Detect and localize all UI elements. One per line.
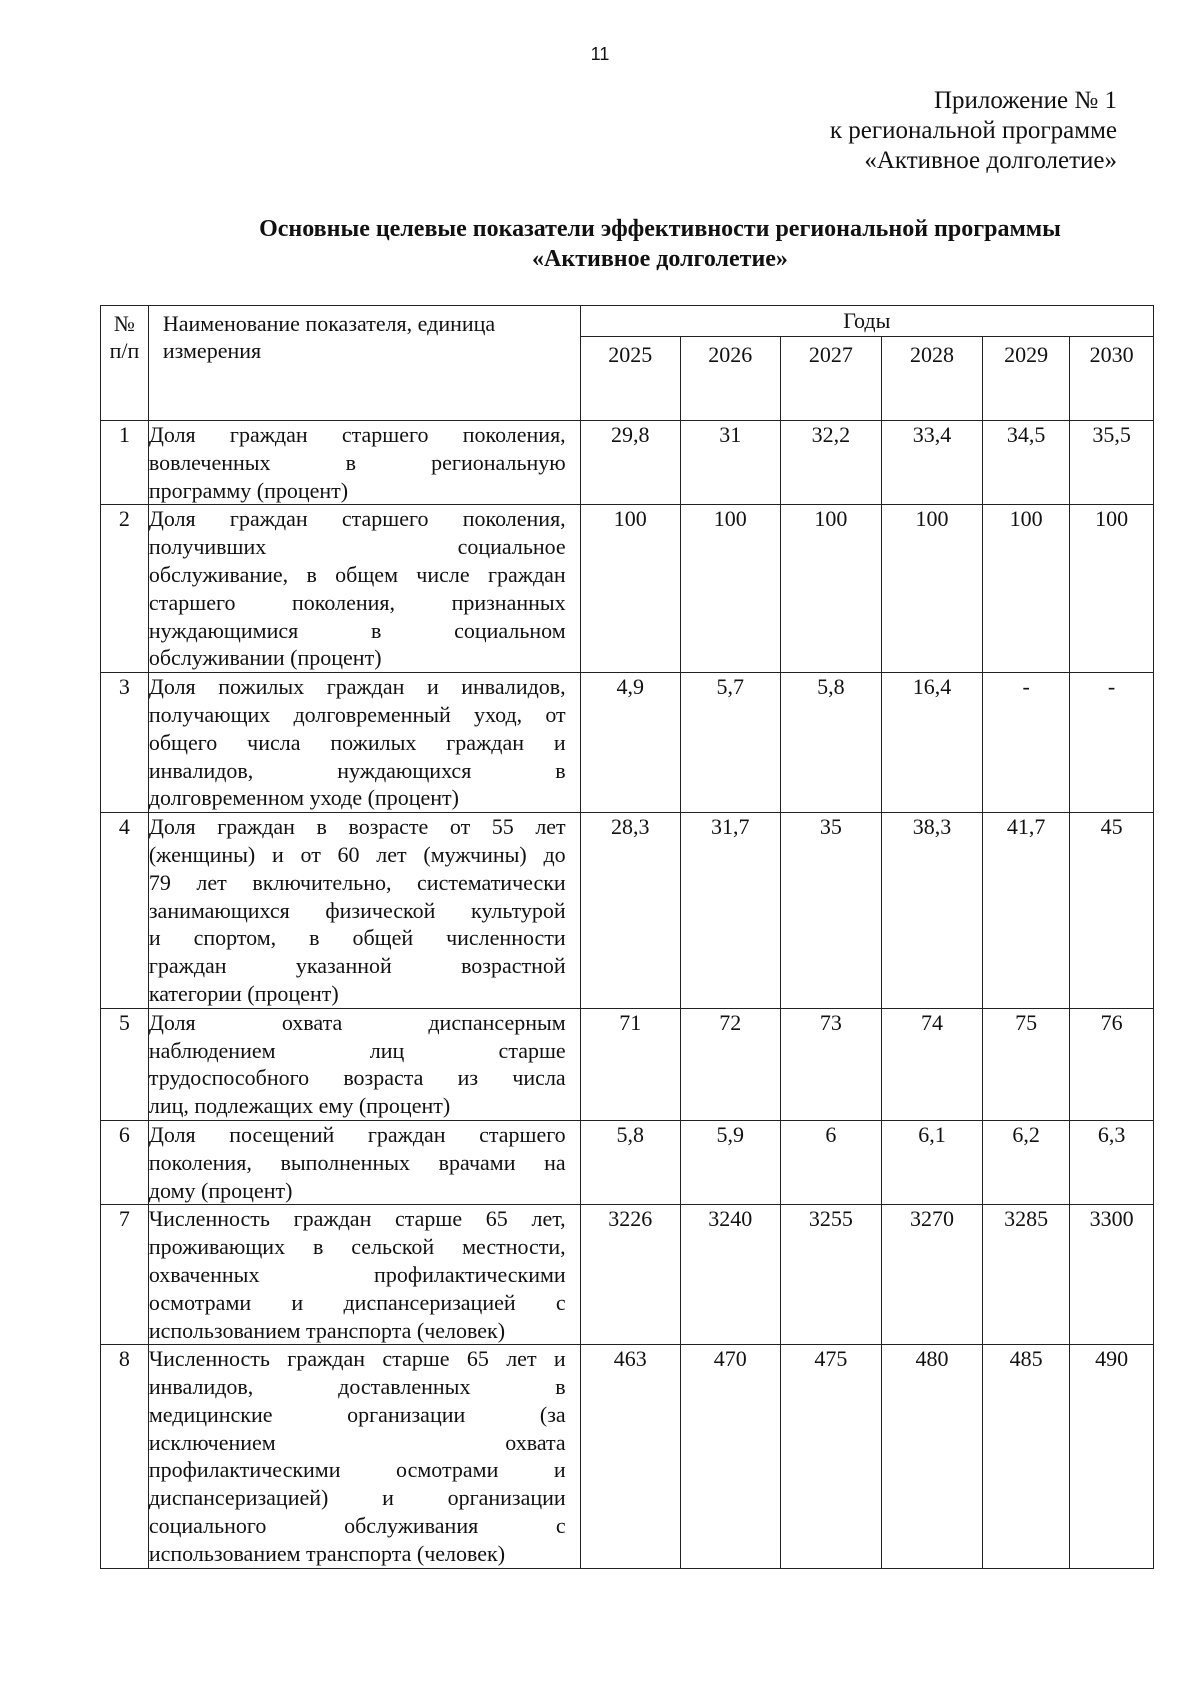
- indicator-value-2027: 100: [780, 505, 881, 673]
- indicator-value-2026: 5,9: [680, 1120, 780, 1204]
- indicator-value-2026: 3240: [680, 1205, 780, 1345]
- indicator-name-line: использованием транспорта (человек): [148, 1540, 506, 1566]
- table-row: [101, 1120, 1154, 1204]
- header-year-2030: 2030: [1070, 337, 1154, 421]
- table-body: [101, 421, 1154, 1569]
- header-year-2028: 2028: [881, 337, 982, 421]
- header-num-line-1: №: [113, 311, 135, 336]
- header-year-2026: 2026: [680, 337, 780, 421]
- title-line-1: Основные целевые показатели эффективности региональной программы: [259, 216, 1061, 242]
- header-name: [148, 306, 580, 421]
- indicator-name-line: Доля граждан старшего поколения,: [148, 422, 566, 447]
- indicator-name-line: нуждающимися в социальном: [148, 617, 566, 643]
- indicator-name-line: поколения, выполненных врачами на: [148, 1149, 566, 1175]
- indicator-name-line: инвалидов, нуждающихся в: [148, 757, 566, 783]
- indicator-name-line: Доля посещений граждан старшего: [148, 1121, 566, 1147]
- indicator-value-2029: 6,2: [983, 1120, 1070, 1204]
- table-row: [101, 1008, 1154, 1120]
- header-num-line-2: п/п: [109, 338, 140, 363]
- row-number: 2: [101, 505, 149, 673]
- indicator-name-line: медицинские организации (за: [148, 1401, 566, 1427]
- indicator-value-2029: -: [983, 673, 1070, 813]
- indicator-value-2028: 33,4: [881, 421, 982, 505]
- header-year-2029: 2029: [983, 337, 1070, 421]
- indicator-name: [148, 1345, 580, 1568]
- indicator-value-2030: 76: [1070, 1008, 1154, 1120]
- indicator-value-2026: 5,7: [680, 673, 780, 813]
- indicator-value-2026: 100: [680, 505, 780, 673]
- indicator-value-2026: 31,7: [680, 813, 780, 1009]
- indicator-name: [148, 505, 580, 673]
- indicator-name-line: социального обслуживания с: [148, 1513, 566, 1539]
- indicator-value-2028: 480: [881, 1345, 982, 1568]
- indicator-name-line: программу (процент): [148, 477, 349, 503]
- indicator-name: [148, 1120, 580, 1204]
- indicator-name-line: Численность граждан старше 65 лет,: [148, 1206, 566, 1232]
- table-header-row: [101, 306, 1154, 337]
- indicator-value-2026: 31: [680, 421, 780, 505]
- indicator-name-line: старшего поколения, признанных: [148, 589, 566, 615]
- indicator-value-2026: 72: [680, 1008, 780, 1120]
- indicator-value-2025: 4,9: [580, 673, 680, 813]
- indicator-name: [148, 1205, 580, 1345]
- indicator-value-2025: 29,8: [580, 421, 680, 505]
- appendix-note: [830, 86, 1117, 176]
- indicator-name-line: обслуживание, в общем числе граждан: [148, 561, 566, 587]
- indicator-name: [148, 421, 580, 505]
- indicator-name-line: инвалидов, доставленных в: [148, 1374, 566, 1400]
- indicator-value-2029: 100: [983, 505, 1070, 673]
- indicator-name-line: общего числа пожилых граждан и: [148, 729, 566, 755]
- indicator-name-line: получивших социальное: [148, 534, 566, 560]
- indicator-name-line: Доля граждан старшего поколения,: [148, 506, 566, 532]
- row-number: 7: [101, 1205, 149, 1345]
- row-number: 3: [101, 673, 149, 813]
- table-row: [101, 1345, 1154, 1568]
- table-row: [101, 505, 1154, 673]
- indicator-value-2025: 463: [580, 1345, 680, 1568]
- indicator-value-2027: 5,8: [780, 673, 881, 813]
- indicator-value-2027: 3255: [780, 1205, 881, 1345]
- header-year-2025: 2025: [580, 337, 680, 421]
- indicator-name-line: граждан указанной возрастной: [148, 953, 566, 979]
- indicator-value-2026: 470: [680, 1345, 780, 1568]
- indicator-name-line: лиц, подлежащих ему (процент): [148, 1093, 451, 1119]
- appendix-line-2: к региональной программе: [829, 117, 1117, 144]
- indicators-table: [100, 305, 1154, 1569]
- indicator-value-2027: 475: [780, 1345, 881, 1568]
- indicator-value-2028: 16,4: [881, 673, 982, 813]
- indicator-name: [148, 813, 580, 1009]
- indicator-name-line: трудоспособного возраста из числа: [148, 1065, 566, 1091]
- indicator-name-line: диспансеризацией) и организации: [148, 1485, 566, 1511]
- indicator-value-2030: 45: [1070, 813, 1154, 1009]
- indicator-name-line: проживающих в сельской местности,: [148, 1234, 566, 1260]
- indicator-name-line: Численность граждан старше 65 лет и: [148, 1346, 566, 1372]
- indicator-name-line: получающих долговременный уход, от: [148, 701, 566, 727]
- indicator-name-line: Доля охвата диспансерным: [148, 1009, 566, 1035]
- indicator-value-2029: 75: [983, 1008, 1070, 1120]
- indicator-value-2028: 74: [881, 1008, 982, 1120]
- indicator-value-2030: -: [1070, 673, 1154, 813]
- header-name-line-2: измерения: [162, 338, 262, 363]
- indicator-value-2028: 6,1: [881, 1120, 982, 1204]
- indicator-value-2027: 73: [780, 1008, 881, 1120]
- indicator-name-line: профилактическими осмотрами и: [148, 1457, 566, 1483]
- indicator-value-2028: 3270: [881, 1205, 982, 1345]
- indicator-name-line: категории (процент): [148, 980, 339, 1006]
- indicator-value-2027: 35: [780, 813, 881, 1009]
- row-number: 6: [101, 1120, 149, 1204]
- indicator-name-line: вовлеченных в региональную: [148, 449, 566, 475]
- indicator-value-2028: 38,3: [881, 813, 982, 1009]
- indicator-name: [148, 1008, 580, 1120]
- title-line-2: «Активное долголетие»: [532, 246, 788, 272]
- indicator-value-2028: 100: [881, 505, 982, 673]
- indicator-value-2025: 5,8: [580, 1120, 680, 1204]
- indicator-value-2029: 34,5: [983, 421, 1070, 505]
- indicator-value-2030: 35,5: [1070, 421, 1154, 505]
- document-title: [200, 214, 1120, 274]
- indicator-value-2025: 100: [580, 505, 680, 673]
- header-year-2027: 2027: [780, 337, 881, 421]
- indicator-name-line: использованием транспорта (человек): [148, 1317, 506, 1343]
- row-number: 1: [101, 421, 149, 505]
- indicator-name-line: осмотрами и диспансеризацией с: [148, 1289, 566, 1315]
- indicator-name-line: Доля пожилых граждан и инвалидов,: [148, 674, 566, 700]
- indicator-value-2030: 100: [1070, 505, 1154, 673]
- table-row: [101, 1205, 1154, 1345]
- indicator-name-line: Доля граждан в возрасте от 55 лет: [148, 814, 566, 840]
- indicator-value-2025: 28,3: [580, 813, 680, 1009]
- indicator-name-line: занимающихся физической культурой: [148, 897, 566, 923]
- indicator-value-2027: 32,2: [780, 421, 881, 505]
- header-num: [101, 306, 149, 421]
- indicator-value-2030: 490: [1070, 1345, 1154, 1568]
- row-number: 4: [101, 813, 149, 1009]
- indicator-name-line: дому (процент): [148, 1177, 293, 1203]
- row-number: 8: [101, 1345, 149, 1568]
- indicator-value-2025: 71: [580, 1008, 680, 1120]
- indicator-name-line: обслуживании (процент): [148, 645, 382, 671]
- indicator-value-2027: 6: [780, 1120, 881, 1204]
- indicator-name-line: (женщины) и от 60 лет (мужчины) до: [148, 841, 566, 867]
- indicator-value-2030: 6,3: [1070, 1120, 1154, 1204]
- indicator-name-line: долговременном уходе (процент): [148, 785, 459, 811]
- indicator-name-line: 79 лет включительно, систематически: [148, 869, 566, 895]
- header-name-line-1: Наименование показателя, единица: [162, 311, 496, 336]
- appendix-line-3: «Активное долголетие»: [864, 147, 1117, 174]
- page-number: 11: [590, 44, 610, 64]
- row-number: 5: [101, 1008, 149, 1120]
- indicator-value-2030: 3300: [1070, 1205, 1154, 1345]
- appendix-line-1: Приложение № 1: [933, 87, 1117, 114]
- indicator-name-line: охваченных профилактическими: [148, 1261, 566, 1287]
- indicator-name-line: исключением охвата: [148, 1429, 566, 1455]
- table-row: [101, 673, 1154, 813]
- indicator-value-2025: 3226: [580, 1205, 680, 1345]
- indicator-value-2029: 3285: [983, 1205, 1070, 1345]
- indicator-value-2029: 485: [983, 1345, 1070, 1568]
- indicator-name-line: и спортом, в общей численности: [148, 925, 566, 951]
- indicator-name: [148, 673, 580, 813]
- header-years: Годы: [580, 306, 1153, 337]
- indicator-name-line: наблюдением лиц старше: [148, 1037, 566, 1063]
- indicator-value-2029: 41,7: [983, 813, 1070, 1009]
- table-row: [101, 813, 1154, 1009]
- table-row: [101, 421, 1154, 505]
